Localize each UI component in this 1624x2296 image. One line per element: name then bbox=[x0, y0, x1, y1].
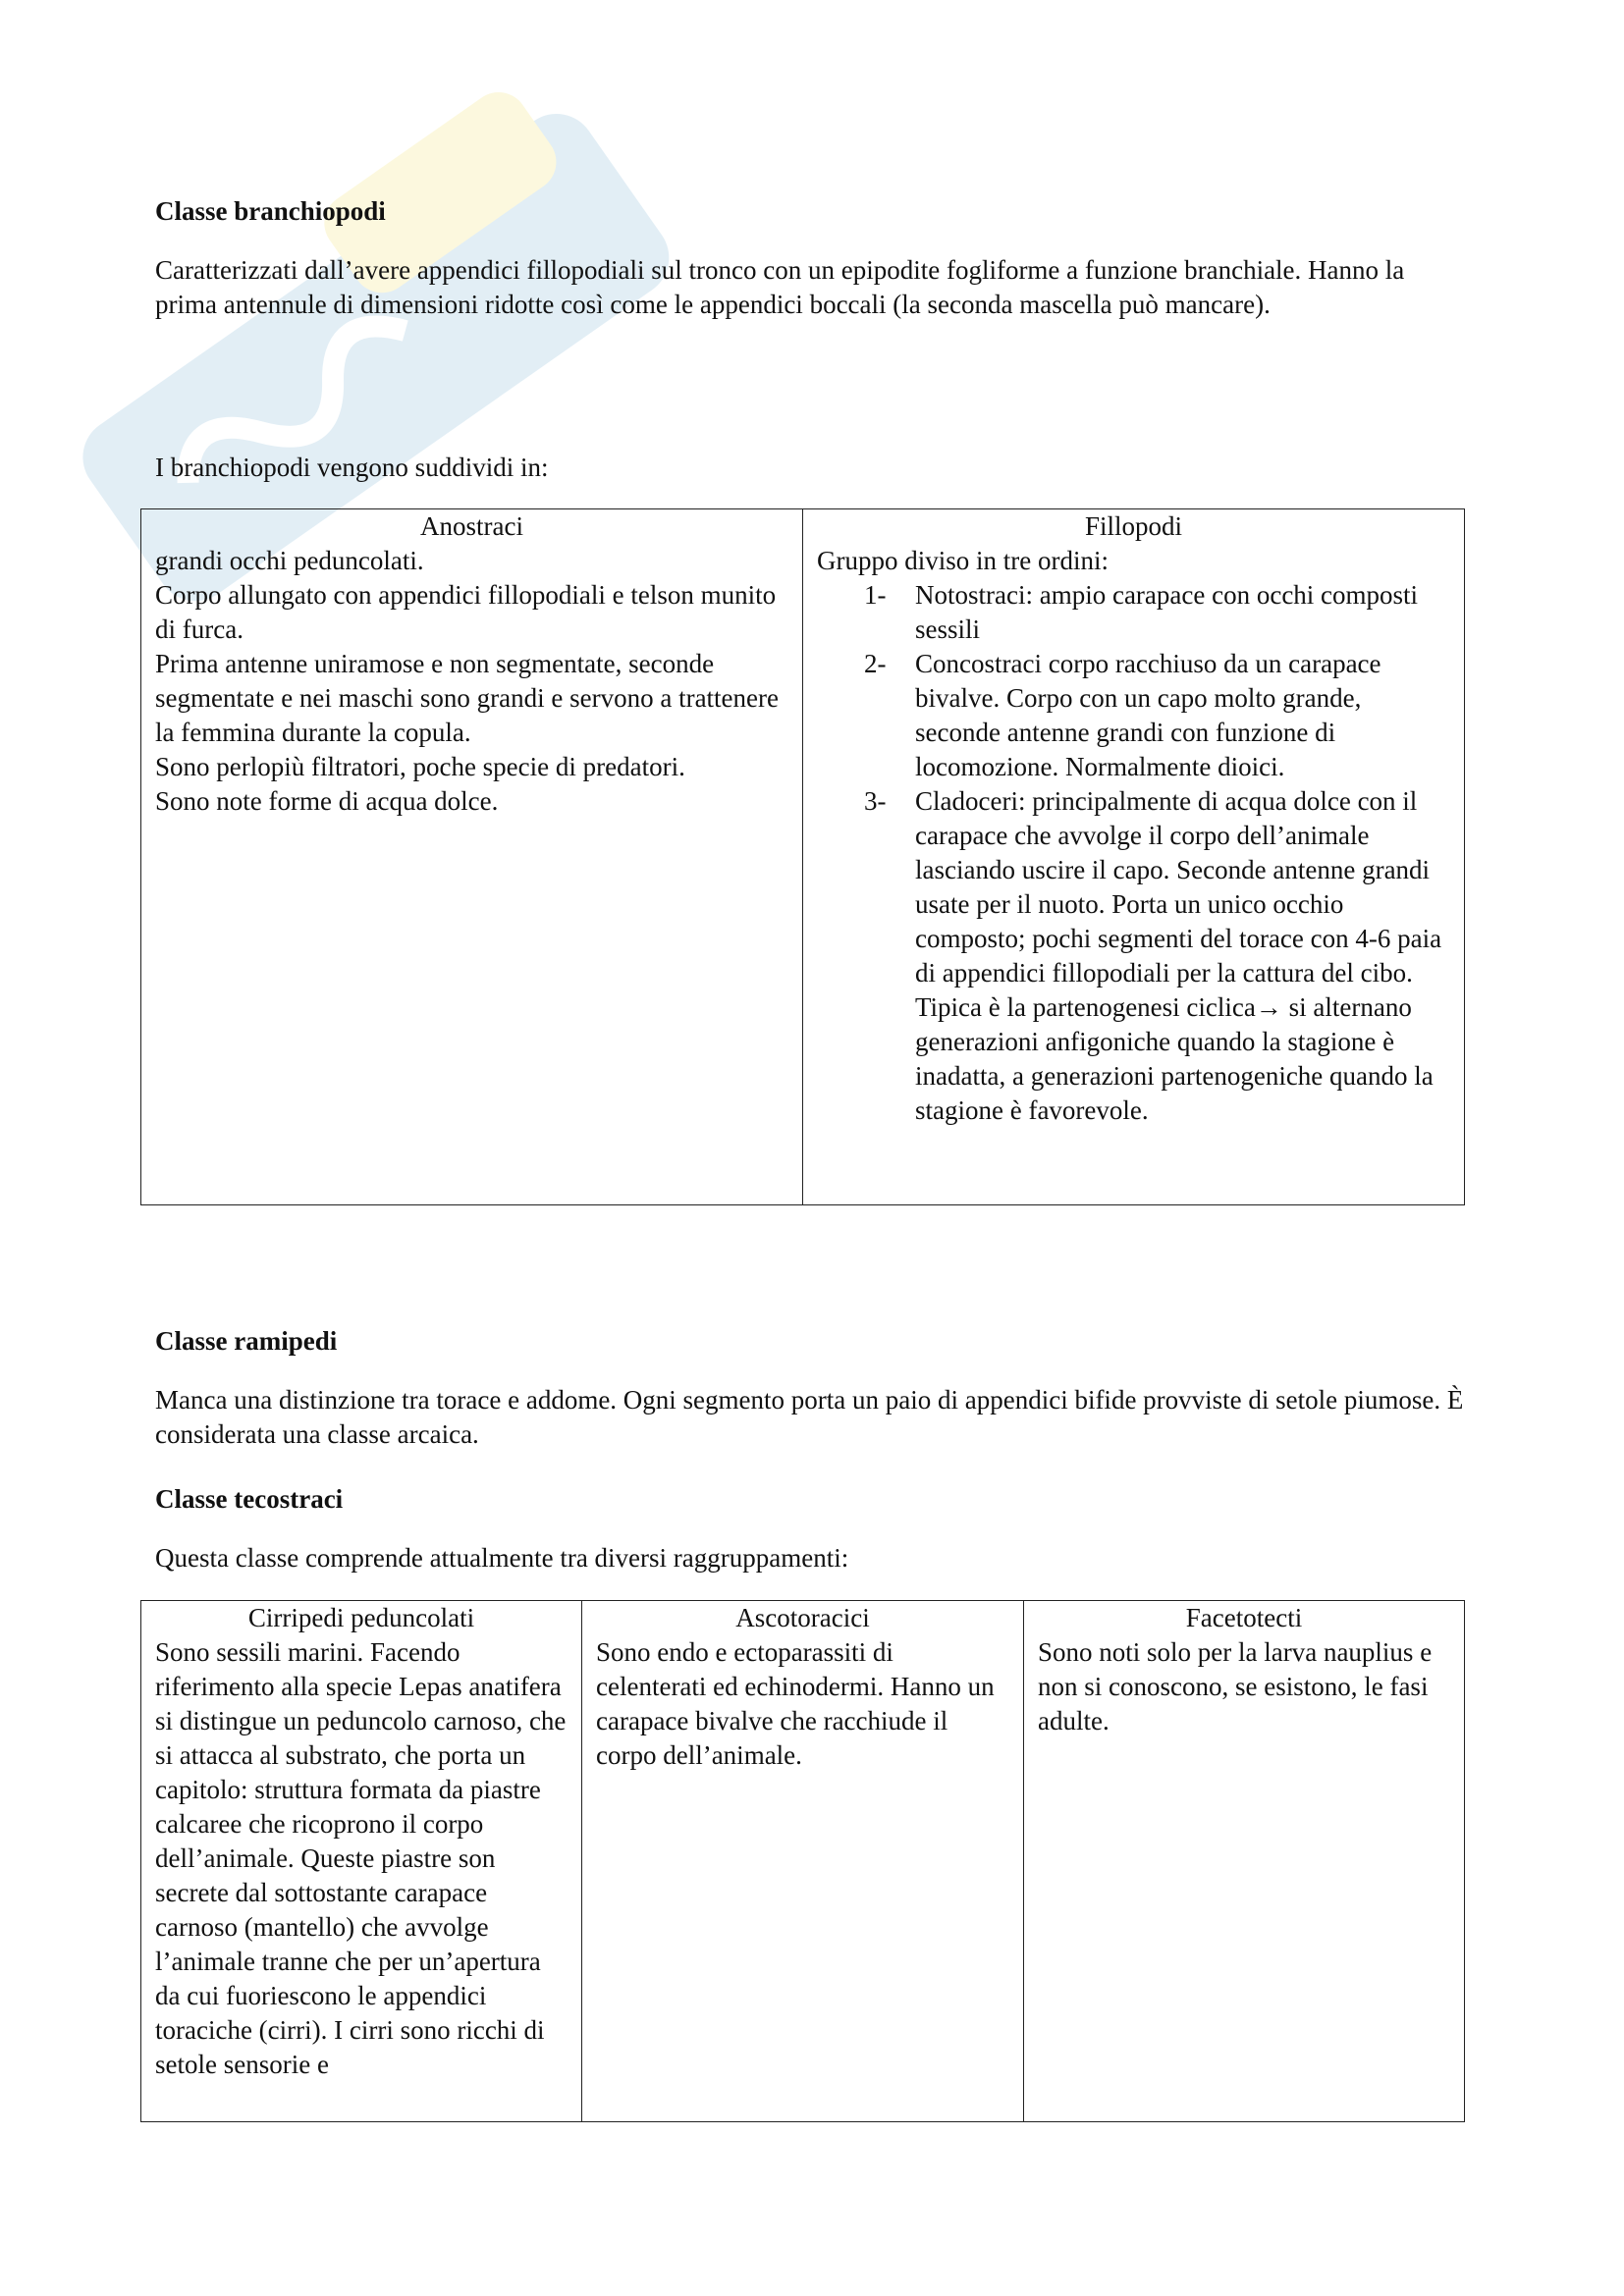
list-item bbox=[817, 784, 1450, 1128]
list-item-number: 1- bbox=[864, 580, 887, 610]
anostraci-line: Corpo allungato con appendici fillopodiali e telson munito di furca. bbox=[155, 580, 777, 644]
tecostraci-table bbox=[140, 1600, 1465, 2122]
list-item-text: Concostraci corpo racchiuso da un carapace bivalve. Corpo con un capo molto grande, seconde antenne grandi con funzione di locomozione. Normalmente dioici. bbox=[915, 649, 1381, 781]
fillopodi-header: Fillopodi bbox=[1084, 511, 1183, 541]
cirripedi-text: Sono sessili marini. Facendo riferimento alla specie Lepas anatifera si distingue un peduncolo carnoso, che si attacca al substrato, che porta un capitolo: struttura formata da piastre calcaree che ricoprono il corpo dell’animale. Queste piastre son secrete dal sottostante carapace carnoso (mantello) che avvolge l’animale tranne che per un’apertura da cui fuoriescono le appendici toraciche (cirri). I cirri sono ricchi di setole sensorie e bbox=[155, 1637, 567, 2079]
facetotecti-text: Sono noti solo per la larva nauplius e non si conoscono, se esistono, le fasi adulte. bbox=[1038, 1637, 1433, 1735]
ascotoracici-cell bbox=[582, 1601, 1024, 2122]
list-item-number: 2- bbox=[864, 649, 887, 678]
anostraci-line: Sono note forme di acqua dolce. bbox=[155, 786, 499, 816]
anostraci-line: grandi occhi peduncolati. bbox=[155, 546, 424, 575]
cirripedi-header: Cirripedi peduncolati bbox=[247, 1603, 475, 1632]
fillopodi-orders-list bbox=[817, 578, 1450, 1128]
list-item bbox=[817, 578, 1450, 647]
ascotoracici-header: Ascotoracici bbox=[735, 1603, 870, 1632]
branchiopodi-subdivision: I branchiopodi vengono suddividi in: bbox=[155, 453, 549, 482]
anostraci-cell bbox=[141, 509, 803, 1205]
facetotecti-cell bbox=[1024, 1601, 1465, 2122]
ramipedi-text: Manca una distinzione tra torace e addome. Ogni segmento porta un paio di appendici bifide provviste di setole piumose. È considerata una classe arcaica. bbox=[155, 1385, 1464, 1449]
fillopodi-cell bbox=[803, 509, 1465, 1205]
fillopodi-intro: Gruppo diviso in tre ordini: bbox=[817, 546, 1109, 575]
section-title-branchiopodi: Classe branchiopodi bbox=[155, 196, 386, 226]
section-title-ramipedi: Classe ramipedi bbox=[155, 1326, 338, 1356]
list-item-text: Cladoceri: principalmente di acqua dolce con il carapace che avvolge il corpo dell’animale lasciando uscire il capo. Seconde antenne grandi usate per il nuoto. Porta un unico occhio composto; pochi segmenti del torace con 4-6 paia di appendici fillopodiali per la cattura del cibo. Tipica è la partenogenesi ciclica→ si alternano generazioni anfigoniche quando la stagione è inadatta, a generazioni partenogeniche quando la stagione è favorevole. bbox=[915, 786, 1442, 1125]
list-item-text: Notostraci: ampio carapace con occhi composti sessili bbox=[915, 580, 1419, 644]
section-title-tecostraci: Classe tecostraci bbox=[155, 1484, 344, 1514]
anostraci-line: Sono perlopiù filtratori, poche specie di predatori. bbox=[155, 752, 685, 781]
facetotecti-header: Facetotecti bbox=[1185, 1603, 1303, 1632]
tecostraci-intro: Questa classe comprende attualmente tra diversi raggruppamenti: bbox=[155, 1543, 849, 1573]
ascotoracici-text: Sono endo e ectoparassiti di celenterati ed echinodermi. Hanno un carapace bivalve che racchiude il corpo dell’animale. bbox=[596, 1637, 995, 1770]
cirripedi-cell bbox=[141, 1601, 582, 2122]
anostraci-line: Prima antenne uniramose e non segmentate, seconde segmentate e nei maschi sono grandi e servono a trattenere la femmina durante la copula. bbox=[155, 649, 780, 747]
list-item bbox=[817, 647, 1450, 784]
branchiopodi-intro: Caratterizzati dall’avere appendici fillopodiali sul tronco con un epipodite fogliforme a funzione branchiale. Hanno la prima antennule di dimensioni ridotte così come le appendici boccali (la seconda mascella può mancare). bbox=[155, 255, 1405, 319]
anostraci-header: Anostraci bbox=[420, 511, 523, 541]
branchiopodi-table bbox=[140, 508, 1465, 1205]
list-item-number: 3- bbox=[864, 786, 887, 816]
